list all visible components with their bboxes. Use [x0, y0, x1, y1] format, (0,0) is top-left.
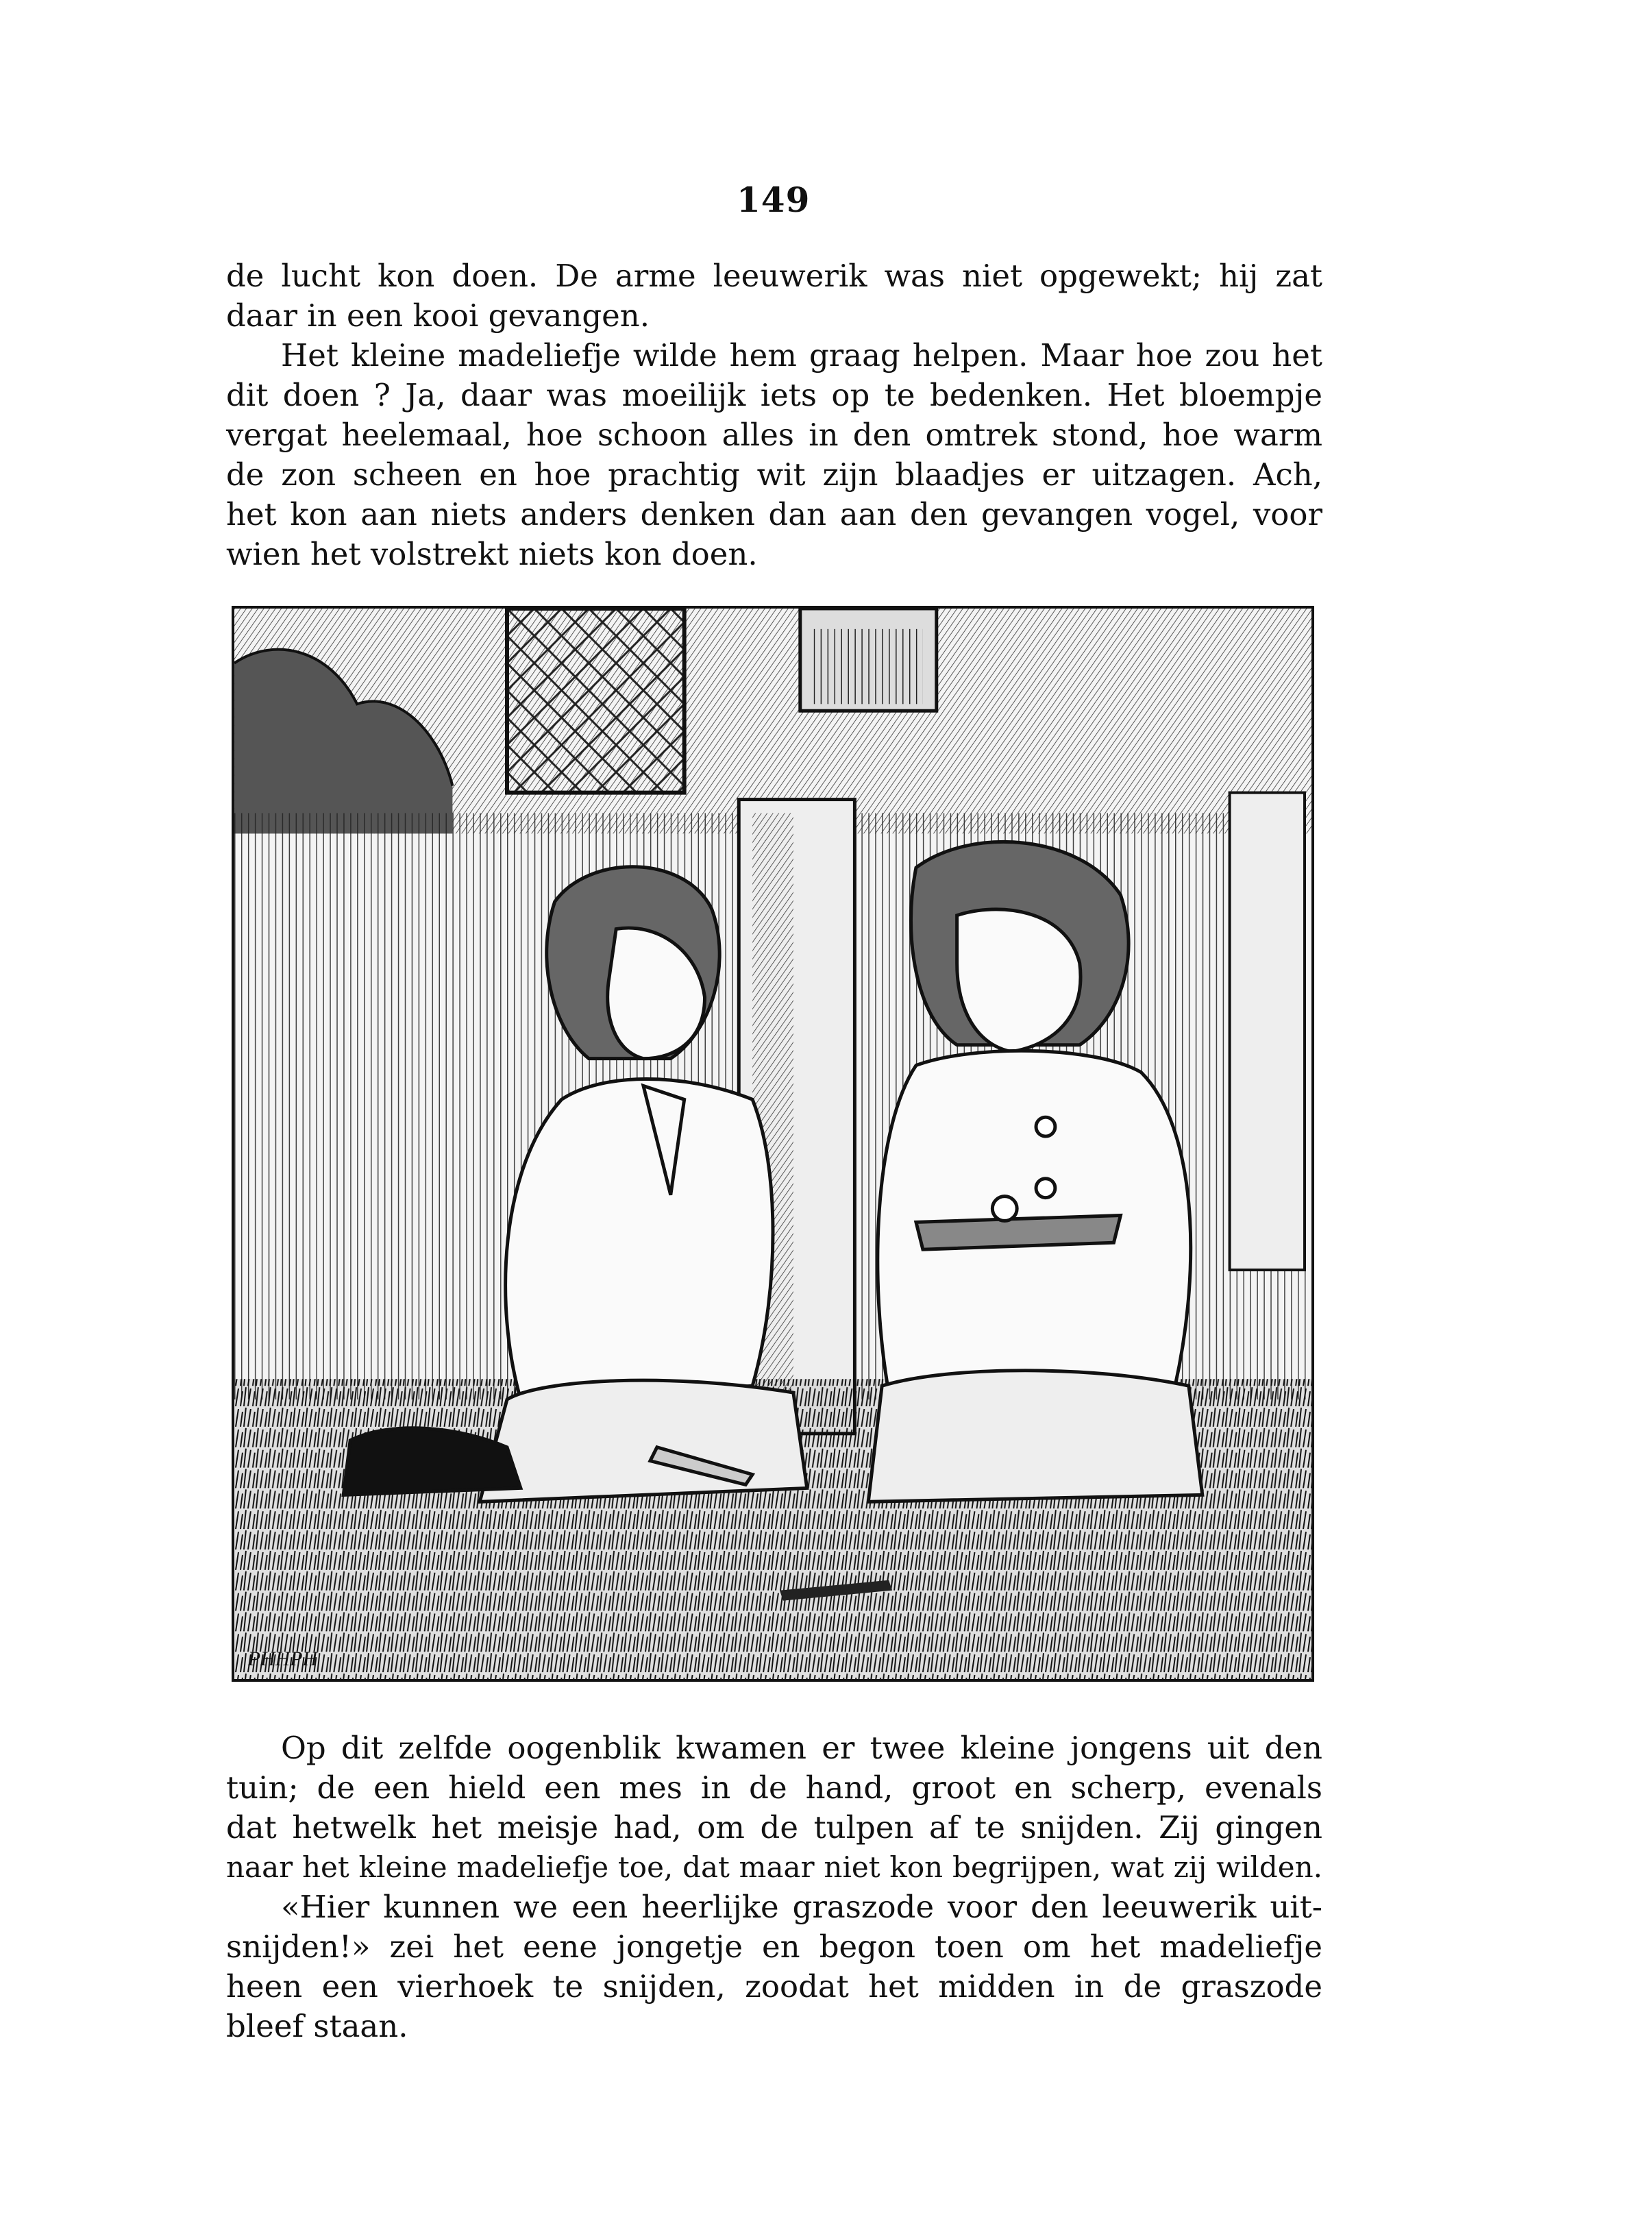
text-line: tuin; de een hield een mes in de hand, groot en scherp, evenals — [226, 1769, 1322, 1806]
text-line: Het kleine madeliefje wilde hem graag helpen. Maar hoe zou het — [281, 337, 1322, 373]
engraving-svg — [234, 609, 1311, 1679]
sod-tray — [916, 1215, 1120, 1249]
text-line: dit doen ? Ja, daar was moeilijk iets op te bedenken. Het bloempje — [226, 377, 1322, 413]
top-text-block — [226, 256, 1322, 574]
text-line: heen een vierhoek te snijden, zoodat het midden in de graszode — [226, 1968, 1322, 2005]
window-lattice — [507, 609, 685, 793]
text-line: wien het volstrekt niets kon doen. — [226, 536, 758, 572]
bottom-text-block — [226, 1728, 1322, 2046]
text-line: naar het kleine madeliefje toe, dat maar niet kon begrijpen, wat zij wilden. — [226, 1850, 1322, 1884]
page-number: 149 — [737, 180, 811, 220]
text-line: dat hetwelk het meisje had, om de tulpen af te snijden. Zij gingen — [226, 1809, 1322, 1846]
text-line: de zon scheen en hoe prachtig wit zijn blaadjes er uitzagen. Ach, — [226, 456, 1322, 493]
text-line: het kon aan niets anders denken dan aan den gevangen vogel, voor — [226, 496, 1322, 532]
text-line: «Hier kunnen we een heerlijke graszode voor den leeuwerik uit- — [281, 1889, 1322, 1925]
text-line: vergat heelemaal, hoe schoon alles in den omtrek stond, hoe warm — [226, 417, 1322, 453]
illustration-two-boys-with-bird — [232, 606, 1314, 1682]
text-line: Op dit zelfde oogenblik kwamen er twee kleine jongens uit den — [281, 1730, 1322, 1766]
daisy — [992, 1197, 1017, 1221]
text-line: snijden!» zei het eene jongetje en begon toen om het madeliefje — [226, 1928, 1322, 1965]
text-line: daar in een kooi gevangen. — [226, 297, 650, 334]
artist-signature: PHHPH — [247, 1648, 318, 1671]
text-line: de lucht kon doen. De arme leeuwerik was niet opgewekt; hij zat — [226, 258, 1322, 294]
text-line: bleef staan. — [226, 2008, 408, 2044]
